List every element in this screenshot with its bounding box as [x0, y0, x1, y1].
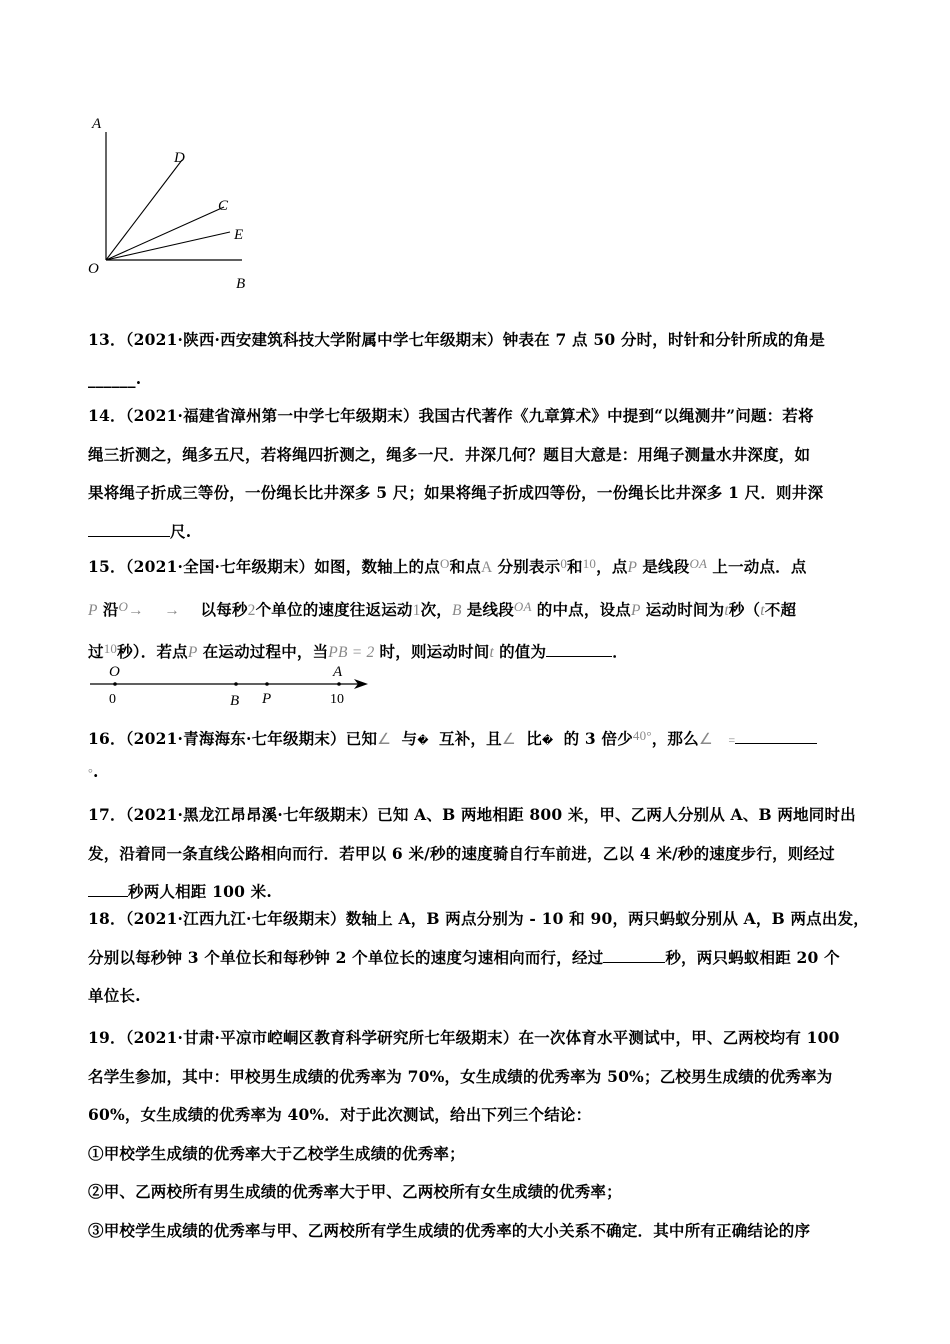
point-O-value: 0	[109, 692, 116, 707]
arrow-1: →	[128, 601, 144, 619]
question-text: 分别以每秒钟 3 个单位长和每秒钟 2 个单位长的速度匀速相向而行，经过	[88, 947, 604, 967]
question-text: 发，沿着同一条直线公路相向而行．若甲以 6 米/秒的速度骑自行车前进，乙以 4 米/秒的速度步行，则经过	[88, 843, 835, 863]
answer-blank[interactable]: ______.	[88, 368, 142, 388]
question-text: 和点	[449, 557, 481, 576]
math-P: P	[88, 601, 98, 619]
question-text: 钟表在 7 点 50 分时，时针和分针所成的角是	[502, 330, 826, 349]
point-P-label: P	[262, 691, 272, 707]
question-14	[88, 397, 868, 551]
question-text: 绳三折测之，绳多五尺，若将绳四折测之，绳多一尺．井深几何？题目大意是：用绳子测量水井深度，如	[88, 444, 811, 464]
math-OA: OA	[689, 556, 708, 571]
conclusion-1: ①甲校学生成绩的优秀率大于乙校学生成绩的优秀率；	[88, 1143, 465, 1163]
question-text: 时，则运动时间	[379, 642, 490, 661]
question-text: 和	[567, 557, 583, 576]
point-A-value: 10	[330, 692, 344, 707]
question-17	[88, 796, 868, 912]
question-text: 秒）．若点	[117, 642, 188, 661]
question-number: 17．	[88, 805, 126, 824]
question-source: （2021·青海海东·七年级期末）	[125, 729, 346, 748]
math-P: P	[630, 601, 641, 619]
question-19	[88, 1019, 868, 1250]
math-forty-deg: 40°	[632, 728, 652, 743]
question-text: 过	[88, 642, 104, 661]
equals-sign: =	[728, 733, 736, 747]
question-text: 我国古代著作《九章算术》中提到“以绳测井”问题：若将	[418, 406, 814, 425]
question-text: 的值为	[499, 642, 547, 661]
question-text: 个单位的速度往返运动	[255, 599, 413, 619]
number-line-figure	[88, 662, 378, 710]
question-text: 比	[526, 729, 542, 748]
point-B-label: B	[230, 693, 240, 709]
math-ten: 10	[582, 556, 597, 571]
math-B: B	[451, 601, 462, 619]
label-B: B	[236, 276, 246, 292]
question-source: （2021·福建省漳州第一中学七年级期末）	[125, 406, 419, 425]
conclusion-3: ③甲校学生成绩的优秀率与甲、乙两校所有学生成绩的优秀率的大小关系不确定．其中所有正确结论的序	[88, 1220, 811, 1240]
question-text: ，那么	[651, 729, 699, 748]
question-number: 14．	[88, 406, 126, 425]
label-O: O	[88, 261, 99, 277]
question-text: 运动时间为	[645, 599, 725, 619]
question-text: 秒两人相距 100 米.	[128, 882, 272, 901]
conclusion-2: ②甲、乙两校所有男生成绩的优秀率大于甲、乙两校所有女生成绩的优秀率；	[88, 1182, 622, 1201]
answer-blank[interactable]	[735, 729, 817, 744]
answer-blank[interactable]	[88, 882, 128, 897]
math-PB-eq: PB = 2	[328, 644, 375, 661]
math-O: O	[118, 598, 129, 614]
math-zero: 0	[560, 556, 568, 571]
angle-symbol: ∠	[501, 731, 516, 748]
question-text: 互补，且	[439, 729, 502, 748]
question-source: （2021·江西九江·七年级期末）	[125, 909, 346, 928]
math-A: A	[480, 559, 493, 576]
question-15	[88, 545, 868, 673]
question-text: 如图，数轴上的点	[314, 557, 440, 576]
arrow-2: →	[164, 601, 181, 619]
question-text: 沿	[102, 599, 119, 619]
question-13	[88, 321, 868, 398]
math-t: t	[760, 601, 765, 619]
degree-symbol: °	[88, 765, 93, 780]
math-OA: OA	[513, 598, 532, 614]
question-text: 以每秒	[200, 599, 248, 619]
point-O-label: O	[109, 664, 120, 680]
answer-blank[interactable]	[88, 522, 170, 537]
question-text: 60%，女生成绩的优秀率为 40%．对于此次测试，给出下列三个结论：	[88, 1105, 592, 1124]
question-text: 与	[401, 729, 418, 748]
answer-blank[interactable]	[546, 642, 612, 657]
label-E: E	[234, 227, 244, 243]
question-text: 的中点，设点	[536, 599, 631, 619]
angle-symbol: ∠	[377, 731, 392, 748]
question-number: 18．	[88, 909, 126, 928]
question-source: （2021·陕西·西安建筑科技大学附属中学七年级期末）	[125, 330, 503, 349]
question-text: 尺.	[170, 521, 192, 541]
question-text: 在一次体育水平测试中，甲、乙两校均有 100	[518, 1028, 840, 1047]
angle-figure	[84, 110, 264, 295]
label-C: C	[218, 198, 229, 214]
question-number: 16．	[88, 729, 126, 748]
math-one: 1	[412, 601, 421, 619]
point-A-label: A	[333, 664, 343, 680]
math-t: t	[724, 601, 729, 619]
math-ten: 10	[103, 641, 118, 656]
question-text: 已知 A、B 两地相距 800 米，甲、乙两人分别从 A、B 两地同时出	[377, 805, 856, 824]
question-text: 是线段	[466, 599, 514, 619]
math-two: 2	[247, 601, 256, 619]
answer-blank[interactable]	[603, 948, 665, 963]
question-16	[88, 717, 868, 784]
question-text: 名学生参加，其中：甲校男生成绩的优秀率为 70%，女生成绩的优秀率为 50%；乙校男生成绩的优秀率为	[88, 1066, 833, 1086]
question-number: 15．	[88, 557, 126, 576]
math-t: t	[489, 644, 494, 661]
question-text: 次，	[420, 599, 452, 619]
question-text: 是线段	[642, 557, 690, 576]
question-text: ．	[612, 642, 628, 661]
angle-symbol: ∠	[698, 731, 713, 748]
question-text: 在运动过程中，当	[202, 642, 329, 661]
label-D: D	[174, 150, 185, 166]
question-text: 不超	[764, 599, 797, 619]
question-text: 果将绳子折成三等份，一份绳长比井深多 5 尺；如果将绳子折成四等份，一份绳长比井深多 1 尺．则井深	[88, 483, 824, 502]
math-O: O	[439, 556, 450, 571]
question-number: 13．	[88, 330, 126, 349]
math-P: P	[627, 559, 638, 576]
question-source: （2021·全国·七年级期末）	[125, 557, 315, 576]
question-text: 的 3 倍少	[563, 729, 633, 748]
question-text: 秒（	[728, 599, 761, 619]
label-A: A	[92, 116, 102, 132]
question-text: 数轴上 A，B 两点分别为 - 10 和 90，两只蚂蚁分别从 A，B 两点出发，	[345, 909, 869, 928]
question-text: .	[93, 761, 99, 781]
question-text: 上一动点．点	[712, 557, 807, 576]
question-text: 单位长.	[88, 986, 141, 1005]
question-number: 19．	[88, 1028, 126, 1047]
question-text: 秒，两只蚂蚁相距 20 个	[665, 947, 840, 967]
question-text: 已知	[345, 729, 378, 748]
question-18	[88, 900, 868, 1016]
unknown-glyph: �	[541, 734, 554, 747]
question-source: （2021·甘肃·平凉市崆峒区教育科学研究所七年级期末）	[125, 1028, 519, 1047]
question-text: 分别表示	[497, 557, 561, 576]
math-P: P	[187, 644, 198, 661]
question-text: ，点	[596, 557, 628, 576]
unknown-glyph: �	[417, 734, 429, 747]
question-source: （2021·黑龙江昂昂溪·七年级期末）	[125, 805, 378, 824]
